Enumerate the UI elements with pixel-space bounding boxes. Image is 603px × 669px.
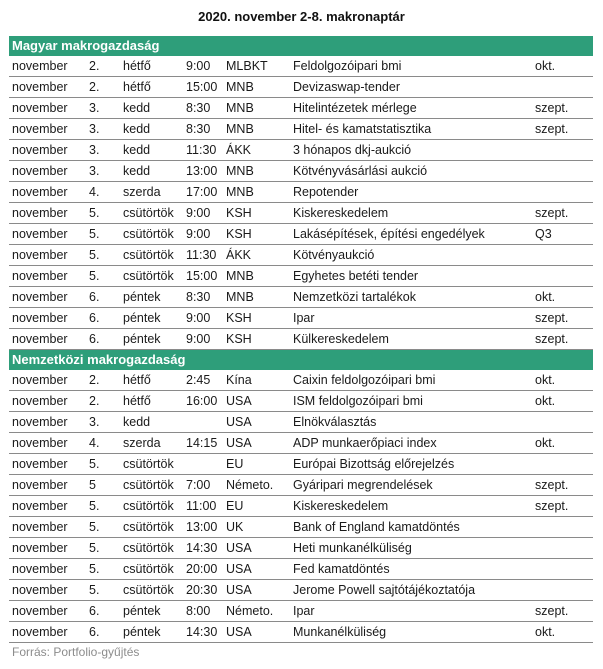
weekday-cell: hétfő [123,373,151,387]
time-cell: 11:00 [186,499,217,513]
weekday-cell: szerda [123,436,161,450]
table-row [9,580,593,601]
table-row [9,140,593,161]
period-cell: okt. [535,373,556,387]
source-cell: MNB [226,101,254,115]
event-cell: Ipar [293,604,315,618]
time-cell: 8:30 [186,122,211,136]
section-header: Nemzetközi makrogazdaság [9,350,593,370]
period-cell: szept. [535,206,569,220]
month-cell: november [12,143,68,157]
table-row [9,370,593,391]
table-row [9,538,593,559]
event-cell: Lakásépítések, építési engedélyek [293,227,485,241]
month-cell: november [12,164,68,178]
table-row [9,224,593,245]
weekday-cell: csütörtök [123,520,174,534]
weekday-cell: kedd [123,101,151,115]
source-cell: USA [226,625,252,639]
weekday-cell: szerda [123,185,161,199]
event-cell: Munkanélküliség [293,625,387,639]
period-cell: szept. [535,499,569,513]
event-cell: Kötvényaukció [293,248,375,262]
source-cell: ÁKK [226,248,252,262]
table-row [9,56,593,77]
time-cell: 17:00 [186,185,218,199]
weekday-cell: péntek [123,625,161,639]
month-cell: november [12,373,68,387]
month-cell: november [12,625,68,639]
event-cell: Egyhetes betéti tender [293,269,419,283]
day-cell: 3. [89,143,100,157]
time-cell: 14:30 [186,625,218,639]
source-cell: EU [226,499,244,513]
table-row [9,454,593,475]
month-cell: november [12,227,68,241]
event-cell: Devizaswap-tender [293,80,400,94]
day-cell: 5. [89,520,100,534]
month-cell: november [12,290,68,304]
section-hungarian [9,36,593,350]
table-row [9,203,593,224]
period-cell: okt. [535,59,556,73]
event-cell: Caixin feldolgozóipari bmi [293,373,436,387]
event-cell: Elnökválasztás [293,415,377,429]
event-cell: Kiskereskedelem [293,499,389,513]
weekday-cell: hétfő [123,394,151,408]
weekday-cell: csütörtök [123,227,174,241]
weekday-cell: csütörtök [123,206,174,220]
day-cell: 6. [89,332,100,346]
source-cell: USA [226,394,252,408]
month-cell: november [12,248,68,262]
day-cell: 6. [89,311,100,325]
time-cell: 8:30 [186,101,211,115]
event-cell: ADP munkaerőpiaci index [293,436,437,450]
time-cell: 11:30 [186,248,217,262]
month-cell: november [12,394,68,408]
table-row [9,391,593,412]
time-cell: 9:00 [186,59,211,73]
weekday-cell: csütörtök [123,248,174,262]
period-cell: okt. [535,625,556,639]
weekday-cell: péntek [123,311,161,325]
month-cell: november [12,59,68,73]
section-international [9,350,593,643]
event-cell: Európai Bizottság előrejelzés [293,457,455,471]
source-cell: Kína [226,373,252,387]
table-row [9,559,593,580]
event-cell: Heti munkanélküliség [293,541,412,555]
weekday-cell: csütörtök [123,457,174,471]
time-cell: 20:30 [186,583,218,597]
event-cell: Külkereskedelem [293,332,389,346]
source-cell: USA [226,541,252,555]
time-cell: 8:30 [186,290,211,304]
source-cell: MNB [226,80,254,94]
time-cell: 14:30 [186,541,218,555]
source-cell: MLBKT [226,59,268,73]
month-cell: november [12,185,68,199]
weekday-cell: hétfő [123,80,151,94]
source-cell: ÁKK [226,143,252,157]
day-cell: 2. [89,59,100,73]
source-cell: KSH [226,206,252,220]
rows-container [9,56,593,350]
section-header: Magyar makrogazdaság [9,36,593,56]
day-cell: 5. [89,227,100,241]
period-cell: szept. [535,101,569,115]
time-cell: 8:00 [186,604,211,618]
calendar-table [9,36,593,643]
day-cell: 6. [89,625,100,639]
month-cell: november [12,122,68,136]
day-cell: 5. [89,248,100,262]
month-cell: november [12,206,68,220]
month-cell: november [12,562,68,576]
period-cell: Q3 [535,227,552,241]
weekday-cell: péntek [123,332,161,346]
day-cell: 5. [89,206,100,220]
day-cell: 5. [89,583,100,597]
period-cell: okt. [535,394,556,408]
day-cell: 4. [89,185,100,199]
day-cell: 2. [89,394,100,408]
event-cell: Gyáripari megrendelések [293,478,433,492]
event-cell: Jerome Powell sajtótájékoztatója [293,583,476,597]
table-row [9,475,593,496]
time-cell: 15:00 [186,80,218,94]
time-cell: 11:30 [186,143,217,157]
time-cell: 7:00 [186,478,211,492]
time-cell: 15:00 [186,269,218,283]
weekday-cell: hétfő [123,59,151,73]
day-cell: 5. [89,541,100,555]
weekday-cell: kedd [123,415,151,429]
day-cell: 6. [89,604,100,618]
month-cell: november [12,332,68,346]
event-cell: Ipar [293,311,315,325]
source-cell: KSH [226,227,252,241]
source-cell: MNB [226,290,254,304]
table-row [9,287,593,308]
table-row [9,622,593,643]
event-cell: Repotender [293,185,359,199]
month-cell: november [12,80,68,94]
weekday-cell: péntek [123,290,161,304]
time-cell: 16:00 [186,394,218,408]
weekday-cell: csütörtök [123,541,174,555]
time-cell: 13:00 [186,520,218,534]
table-row [9,517,593,538]
table-row [9,98,593,119]
period-cell: szept. [535,122,569,136]
source-cell: USA [226,562,252,576]
source-cell: Németo. [226,478,274,492]
table-row [9,266,593,287]
day-cell: 3. [89,101,100,115]
event-cell: Hitelintézetek mérlege [293,101,417,115]
event-cell: Bank of England kamatdöntés [293,520,460,534]
period-cell: szept. [535,311,569,325]
weekday-cell: kedd [123,143,151,157]
time-cell: 9:00 [186,311,211,325]
source-note: Forrás: Portfolio-gyűjtés [12,645,140,659]
source-cell: MNB [226,164,254,178]
day-cell: 3. [89,164,100,178]
table-row [9,601,593,622]
event-cell: Nemzetközi tartalékok [293,290,416,304]
table-row [9,77,593,98]
event-cell: Fed kamatdöntés [293,562,390,576]
source-cell: USA [226,415,252,429]
day-cell: 5 [89,478,96,492]
table-row [9,433,593,454]
day-cell: 3. [89,415,100,429]
table-row [9,182,593,203]
event-cell: 3 hónapos dkj-aukció [293,143,412,157]
month-cell: november [12,541,68,555]
event-cell: Kiskereskedelem [293,206,389,220]
time-cell: 13:00 [186,164,218,178]
time-cell: 9:00 [186,206,211,220]
weekday-cell: kedd [123,164,151,178]
day-cell: 4. [89,436,100,450]
month-cell: november [12,583,68,597]
weekday-cell: csütörtök [123,499,174,513]
weekday-cell: péntek [123,604,161,618]
source-cell: MNB [226,122,254,136]
table-row [9,119,593,140]
day-cell: 5. [89,457,100,471]
event-cell: ISM feldolgozóipari bmi [293,394,423,408]
period-cell: okt. [535,290,556,304]
weekday-cell: csütörtök [123,269,174,283]
day-cell: 6. [89,290,100,304]
month-cell: november [12,311,68,325]
table-row [9,496,593,517]
source-cell: UK [226,520,244,534]
table-row [9,412,593,433]
event-cell: Kötvényvásárlási aukció [293,164,428,178]
event-cell: Hitel- és kamatstatisztika [293,122,432,136]
day-cell: 5. [89,562,100,576]
month-cell: november [12,478,68,492]
source-cell: USA [226,583,252,597]
table-row [9,308,593,329]
source-cell: Németo. [226,604,274,618]
month-cell: november [12,457,68,471]
day-cell: 5. [89,499,100,513]
time-cell: 20:00 [186,562,218,576]
time-cell: 2:45 [186,373,211,387]
weekday-cell: kedd [123,122,151,136]
day-cell: 2. [89,373,100,387]
month-cell: november [12,101,68,115]
time-cell: 9:00 [186,332,211,346]
month-cell: november [12,269,68,283]
month-cell: november [12,436,68,450]
period-cell: okt. [535,436,556,450]
day-cell: 5. [89,269,100,283]
weekday-cell: csütörtök [123,583,174,597]
month-cell: november [12,499,68,513]
weekday-cell: csütörtök [123,562,174,576]
source-cell: MNB [226,269,254,283]
event-cell: Feldolgozóipari bmi [293,59,402,73]
source-cell: KSH [226,311,252,325]
source-cell: USA [226,436,252,450]
time-cell: 14:15 [186,436,218,450]
table-row [9,245,593,266]
table-row [9,161,593,182]
day-cell: 2. [89,80,100,94]
month-cell: november [12,415,68,429]
period-cell: szept. [535,604,569,618]
source-cell: KSH [226,332,252,346]
day-cell: 3. [89,122,100,136]
rows-container [9,370,593,643]
page-title: 2020. november 2-8. makronaptár [198,9,405,24]
month-cell: november [12,604,68,618]
month-cell: november [12,520,68,534]
weekday-cell: csütörtök [123,478,174,492]
period-cell: szept. [535,478,569,492]
source-cell: MNB [226,185,254,199]
source-cell: EU [226,457,244,471]
table-row [9,329,593,350]
period-cell: szept. [535,332,569,346]
time-cell: 9:00 [186,227,211,241]
